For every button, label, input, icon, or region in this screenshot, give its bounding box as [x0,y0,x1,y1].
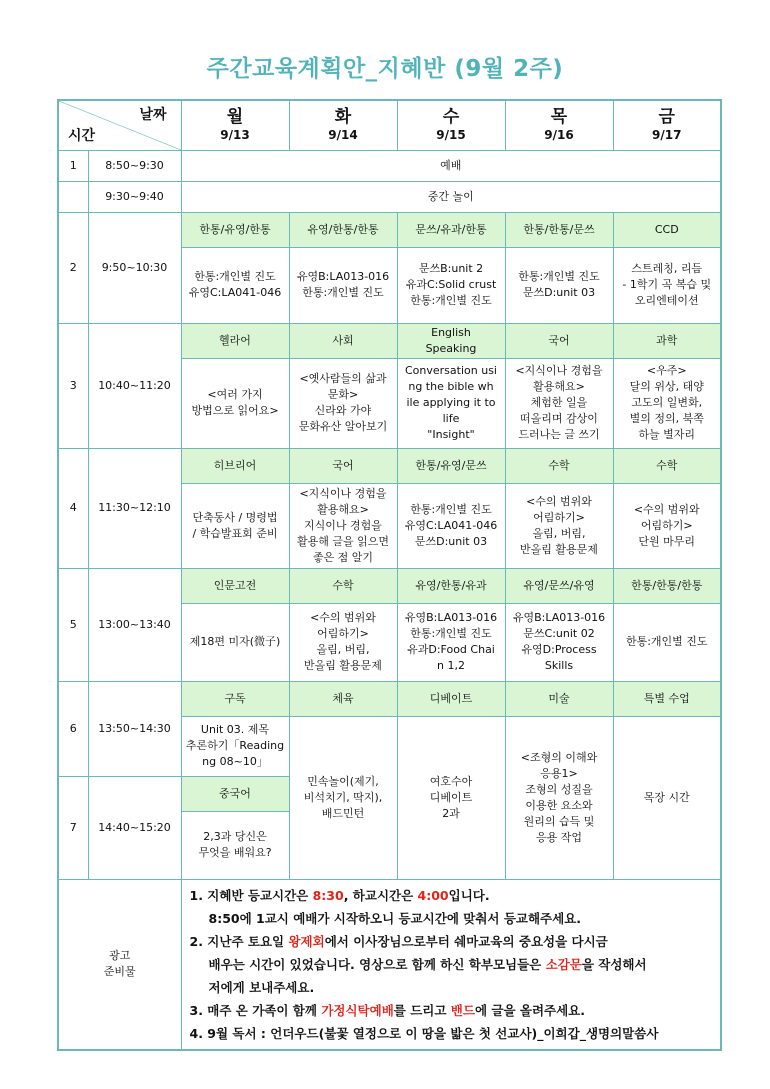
detail-line: 체험한 일을 [530,396,588,409]
detail-line: 반올림 활용문제 [520,542,598,556]
highlight-text: 가정식탁예배 [321,1002,394,1018]
detail-line: 지식이나 경험을 [304,518,382,532]
detail-line: 비석치기, 딱지), [303,790,383,804]
note-1: 1. 지혜반 등교시간은 8:30, 하교시간은 4:00입니다. [189,887,490,903]
detail-line: 활용해 글을 읽으면 [296,534,389,548]
detail-line: 어림하기> [317,627,369,640]
detail-line: 제18편 미자(微子) [189,635,281,648]
subject-cell: 유영/한통/한통 [289,212,397,247]
period-number: 7 [58,776,88,879]
detail-line: 유영B:LA013-016 [404,611,498,624]
note-4: 4. 9월 독서 : 언더우드(불꽃 열정으로 이 땅을 밟은 첫 선교사)_이희갑_생명의말씀사 [189,1025,659,1041]
detail-line: 한통:개인별 진도 [302,286,384,299]
period-number: 4 [58,448,88,568]
period-time: 9:50~10:30 [88,212,181,323]
time-label: 시간 [68,127,96,144]
detail-line: <수의 범위와 [633,502,700,516]
detail-line: 한통:개인별 진도 [410,294,492,307]
detail-cell [397,716,505,879]
detail-line: <수의 범위와 [526,494,592,508]
subject-cell: 히브리어 [181,448,289,483]
detail-line: 문화> [327,388,359,401]
detail-line: 유영D:Process [521,643,597,656]
weekly-plan-table [57,99,722,1051]
detail-line: 배드민턴 [321,806,365,820]
notes-row [58,879,721,1050]
detail-line: 어림하기> [533,510,585,524]
detail-line: 올림, 버림, [532,526,586,540]
date-label: 날짜 [139,107,167,123]
note-3: 3. 매주 온 가족이 함께 가정식탁예배를 드리고 밴드에 글을 올려주세요. [189,1002,585,1018]
detail-line: 한통:개인별 진도 [625,635,708,648]
period-time: 13:00~13:40 [88,568,181,681]
subject-cell: 디베이트 [397,681,505,716]
detail-cell [289,247,397,323]
detail-line: 유과D:Food Chai [407,643,495,656]
subject-cell: 중국어 [181,776,289,811]
detail-line: n 1,2 [437,659,465,672]
break-cell: 중간 놀이 [181,181,721,212]
dismissal-time: 4:00 [417,887,449,903]
detail-line: 유영B:LA013-016 [296,270,390,283]
subject-cell: 수학 [289,568,397,603]
detail-line: Conversation usi [405,364,497,377]
detail-line: 별의 정의, 북쪽 [629,412,704,425]
subject-cell: 특별 수업 [613,681,721,716]
corner-header [58,100,181,150]
detail-line: <우주> [646,364,687,377]
subject-cell: 유영/문쓰/유영 [505,568,613,603]
worship-cell: 예배 [181,150,721,181]
note-1-line-2: 8:50에 1교시 예배가 시작하오니 등교시간에 맞춰서 등교해주세요. [208,910,582,926]
detail-line: - 1학기 곡 복습 및 [622,278,712,291]
period-number: 2 [58,212,88,323]
period-number-empty [58,181,88,212]
period-number: 3 [58,323,88,448]
highlight-text: 소감문 [545,956,582,972]
detail-cell [613,358,721,448]
detail-cell [181,247,289,323]
notes-label [58,879,181,1050]
detail-cell [505,483,613,568]
detail-line: 문화유산 알아보기 [298,420,388,433]
detail-line: 어림하기> [640,518,693,532]
note-2: 2. 지난주 토요일 왕제회에서 이사장님으로부터 쉐마교육의 중요성을 다시금 [189,933,608,949]
row-p2-subjects [58,212,721,247]
detail-line: Unit 03. 제목 [200,723,270,736]
detail-line: 2,3과 당신은 [203,830,267,843]
detail-line: 활용해요> [533,380,585,393]
detail-cell [289,716,397,879]
detail-line: 준비물 [103,965,136,978]
day-header-mon: 월 9/13 [181,100,289,150]
detail-line: 반올림 활용문제 [304,659,382,672]
header-row [58,100,721,150]
detail-line: 유영C:LA041-046 [404,518,498,532]
highlight-text: 밴드 [450,1002,475,1018]
day-header-thu: 목 9/16 [505,100,613,150]
arrival-time: 8:30 [312,887,344,903]
detail-line: 단원 마무리 [638,534,696,548]
detail-line: 응용1> [540,766,578,780]
detail-line: 좋은 점 알기 [312,550,374,564]
day-header-tue: 화 9/14 [289,100,397,150]
row-p6-subjects [58,681,721,716]
detail-line: 달의 위상, 태양 [629,380,704,393]
detail-cell [505,247,613,323]
detail-line: 2과 [442,806,460,820]
detail-cell [181,358,289,448]
subject-cell: 국어 [289,448,397,483]
period-time: 8:50~9:30 [88,150,181,181]
detail-cell [181,483,289,568]
subject-cell: CCD [613,212,721,247]
row-worship [58,150,721,181]
period-number: 1 [58,150,88,181]
detail-line: "Insight" [427,428,475,441]
detail-line: 문쓰D:unit 03 [522,286,596,299]
detail-line: 고도의 일변화, [631,396,703,409]
detail-cell [505,716,613,879]
detail-line: 유영C:LA041-046 [188,286,282,299]
detail-cell [613,716,721,879]
subject-cell: 한통/한통/한통 [613,568,721,603]
subject-cell: 수학 [613,448,721,483]
detail-line: <조형의 이해와 [520,750,598,764]
detail-line: / 학습발표회 준비 [192,526,278,540]
row-p3-subjects [58,323,721,358]
detail-cell [397,603,505,681]
subject-cell: 헬라어 [181,323,289,358]
detail-cell [613,483,721,568]
detail-line: <여러 가지 [207,388,263,401]
detail-cell [397,483,505,568]
period-time: 9:30~9:40 [88,181,181,212]
detail-cell [505,603,613,681]
note-2-line-2: 배우는 시간이 있었습니다. 영상으로 함께 하신 학부모님들은 소감문을 작성해서 [208,956,647,972]
detail-line: 추론하기「Reading [185,739,285,752]
detail-line: 드러나는 글 쓰기 [518,428,600,441]
period-time: 10:40~11:20 [88,323,181,448]
subject-cell: 문쓰/유과/한통 [397,212,505,247]
note-2-line-3: 저에게 보내주세요. [208,979,315,995]
detail-line: 무엇을 배워요? [198,846,272,859]
highlight-text: 왕제회 [288,933,325,949]
detail-cell [289,483,397,568]
subject-cell: 한통/유영/문쓰 [397,448,505,483]
detail-line: 원리의 습득 및 [523,814,595,828]
detail-cell [181,811,289,879]
detail-cell [397,247,505,323]
subject-cell: 체육 [289,681,397,716]
row-p5-subjects [58,568,721,603]
day-header-wed: 수 9/15 [397,100,505,150]
detail-line: 문쓰B:unit 2 [418,262,484,275]
notes-cell [181,879,721,1050]
detail-line: 오리엔테이션 [634,294,699,307]
detail-line: <옛사람들의 삶과 [299,372,387,385]
subject-cell: 구독 [181,681,289,716]
day-header-fri: 금 9/17 [613,100,721,150]
detail-line: 유과C:Solid crust [405,278,497,291]
subject-cell: English Speaking [397,323,505,358]
detail-line: ng 08~10」 [202,755,268,768]
detail-line: 하늘 별자리 [638,428,696,441]
detail-line: 유영B:LA013-016 [512,611,606,624]
detail-line: ile applying it to [406,396,496,409]
row-break [58,181,721,212]
detail-line: <지식이나 경험을 [515,364,603,377]
detail-line: 올림, 버림, [316,643,370,656]
detail-line: 목장 시간 [643,790,690,804]
detail-line: ng the bible wh [408,380,494,393]
detail-cell [613,247,721,323]
detail-line: 방법으로 읽어요> [191,404,279,417]
subject-cell: 사회 [289,323,397,358]
subject-cell: 유영/한통/유과 [397,568,505,603]
subject-cell: 국어 [505,323,613,358]
subject-cell: 과학 [613,323,721,358]
period-time: 14:40~15:20 [88,776,181,879]
detail-cell [289,358,397,448]
detail-line: 스트레칭, 리듬 [631,262,703,275]
detail-cell [613,603,721,681]
period-time: 11:30~12:10 [88,448,181,568]
detail-line: 민속놀이(제기, [307,774,379,788]
detail-line: 여호수아 [429,774,473,788]
detail-line: 조형의 성질을 [525,782,593,796]
detail-line: 디베이트 [429,790,473,804]
detail-line: 한통:개인별 진도 [518,270,600,283]
detail-line: <지식이나 경험을 [299,486,387,500]
detail-line: 한통:개인별 진도 [410,502,492,516]
period-time: 13:50~14:30 [88,681,181,776]
detail-cell [181,603,289,681]
detail-line: 문쓰C:unit 02 [523,627,595,640]
detail-cell [289,603,397,681]
subject-cell: 한통/한통/문쓰 [505,212,613,247]
detail-line: 단축동사 / 명령법 [192,510,278,524]
subject-cell: 한통/유영/한통 [181,212,289,247]
row-p4-subjects [58,448,721,483]
detail-line: 응용 작업 [535,830,582,844]
subject-cell: 수학 [505,448,613,483]
detail-line: 신라와 가야 [314,404,372,417]
detail-line: 문쓰D:unit 03 [414,534,488,548]
subject-cell: 인문고전 [181,568,289,603]
detail-line: <수의 범위와 [310,611,376,624]
subject-cell: 미술 [505,681,613,716]
detail-cell [397,358,505,448]
detail-cell [181,716,289,776]
detail-cell [505,358,613,448]
detail-line: 광고 [109,949,131,962]
period-number: 6 [58,681,88,776]
detail-line: 이용한 요소와 [525,798,593,812]
detail-line: 한통:개인별 진도 [194,270,276,283]
detail-line: life [442,412,460,425]
detail-line: 한통:개인별 진도 [410,627,492,640]
page-title: 주간교육계획안_지혜반 (9월 2주) [206,56,564,82]
detail-line: Skills [544,659,574,672]
period-number: 5 [58,568,88,681]
detail-line: 떠올리며 감상이 [520,412,598,425]
detail-line: 활용해요> [317,502,369,516]
